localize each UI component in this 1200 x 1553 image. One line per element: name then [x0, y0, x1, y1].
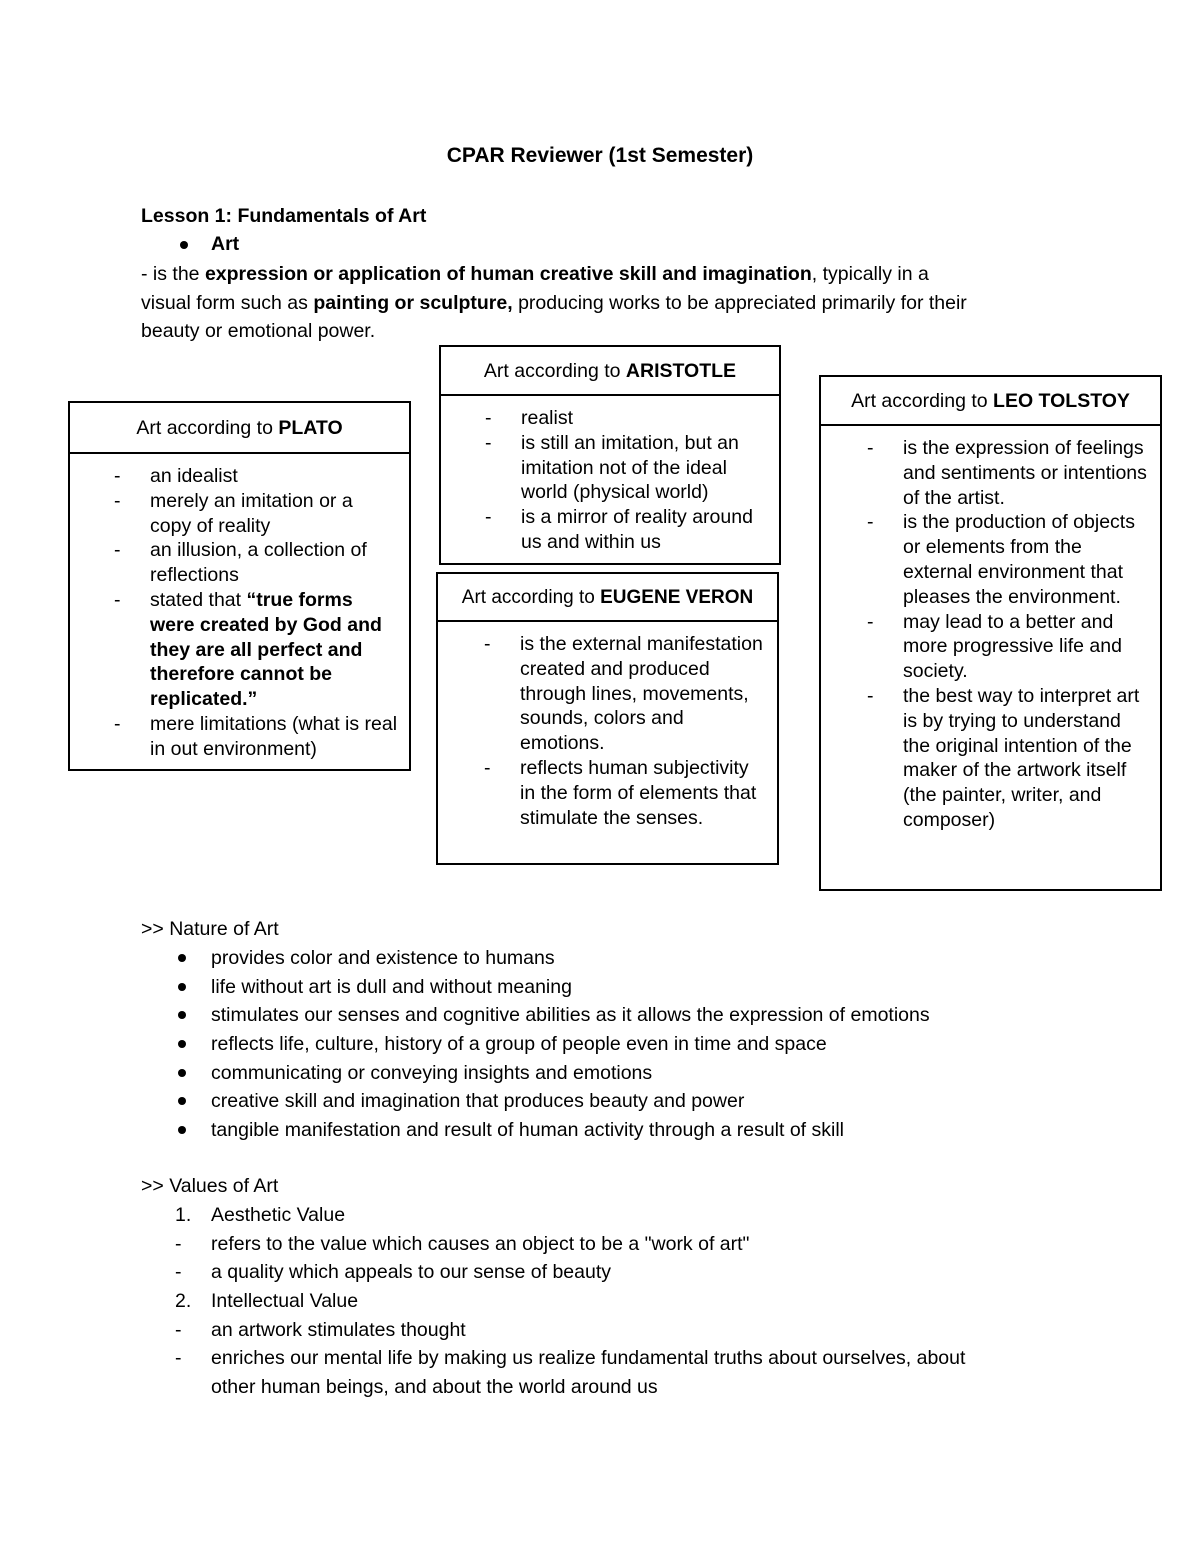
nature-heading: >> Nature of Art [141, 918, 279, 940]
bullet-icon [180, 241, 188, 249]
list-item: - may lead to a better and more progressive life and society. [867, 610, 1122, 683]
definition-line-1: - is the expression or application of human creative skill and imagination, typically in a [141, 263, 929, 285]
list-item: - merely an imitation or a copy of reality [114, 489, 353, 537]
bullet-icon [178, 1126, 186, 1134]
art-term: Art [211, 233, 240, 255]
bullet-icon [178, 1069, 186, 1077]
plato-box [68, 401, 411, 771]
list-item: - an artwork stimulates thought [175, 1318, 466, 1341]
list-item: - realist [485, 407, 574, 429]
veron-box-header: Art according to EUGENE VERON [438, 574, 777, 622]
tolstoy-box-header: Art according to LEO TOLSTOY [821, 377, 1160, 426]
page-title: CPAR Reviewer (1st Semester) [446, 144, 754, 167]
values-heading: >> Values of Art [141, 1175, 279, 1197]
list-item: 1. Aesthetic Value [175, 1204, 346, 1226]
lesson-heading: Lesson 1: Fundamentals of Art [141, 205, 427, 227]
list-item: reflects life, culture, history of a group of people even in time and space [0, 1030, 1200, 1059]
bullet-icon [178, 983, 186, 991]
list-item: - an idealist [114, 465, 238, 487]
list-item: - is still an imitation, but an imitation not of the ideal world (physical world) [485, 431, 739, 504]
list-item: - a quality which appeals to our sense of beauty [175, 1261, 612, 1284]
list-item: - the best way to interpret art is by trying to understand the original intention of the maker of the artwork itself (the painter, writer, and composer) [867, 684, 1140, 831]
definition-line-2: visual form such as painting or sculpture, producing works to be appreciated primarily for their [141, 291, 967, 314]
list-item: - is the production of objects or elements from the external environment that pleases the environment. [867, 511, 1135, 608]
list-item: 2. Intellectual Value [175, 1290, 359, 1313]
art-definition [141, 260, 1081, 346]
list-item: communicating or conveying insights and emotions [0, 1059, 1200, 1088]
list-item: - stated that “true forms were created by God and they are all perfect and therefore cannot be replicated.” [114, 588, 382, 711]
plato-box-header: Art according to PLATO [70, 403, 409, 454]
veron-box [436, 572, 779, 865]
list-item: - refers to the value which causes an object to be a "work of art" [175, 1232, 750, 1255]
list-item: - reflects human subjectivity in the form of elements that stimulate the senses. [484, 756, 757, 829]
list-item: stimulates our senses and cognitive abilities as it allows the expression of emotions [0, 1001, 1200, 1030]
list-item: - is a mirror of reality around us and within us [485, 506, 753, 553]
list-item: creative skill and imagination that produces beauty and power [0, 1087, 1200, 1116]
list-item: life without art is dull and without meaning [0, 973, 1200, 1002]
list-item: tangible manifestation and result of human activity through a result of skill [0, 1116, 1200, 1145]
tolstoy-box [819, 375, 1162, 891]
values-list [0, 1201, 1200, 1402]
list-item: provides color and existence to humans [0, 944, 1200, 973]
bullet-icon [178, 954, 186, 962]
bullet-icon [178, 1011, 186, 1019]
bullet-icon [178, 1040, 186, 1048]
bullet-icon [178, 1097, 186, 1105]
list-item: - is the external manifestation created and produced through lines, movements, sounds, colors and emotions. [484, 633, 763, 755]
list-item: - is the expression of feelings and sentiments or intentions of the artist. [867, 437, 1147, 509]
list-item: - enriches our mental life by making us realize fundamental truths about ourselves, about [175, 1347, 966, 1370]
list-item: - an illusion, a collection of reflections [114, 539, 367, 587]
nature-list [0, 944, 1200, 1145]
aristotle-box-header: Art according to ARISTOTLE [441, 347, 779, 396]
definition-line-3: beauty or emotional power. [141, 320, 376, 342]
aristotle-box [439, 345, 781, 565]
list-item: other human beings, and about the world around us [211, 1376, 658, 1399]
list-item: - mere limitations (what is real in out environment) [114, 712, 398, 760]
